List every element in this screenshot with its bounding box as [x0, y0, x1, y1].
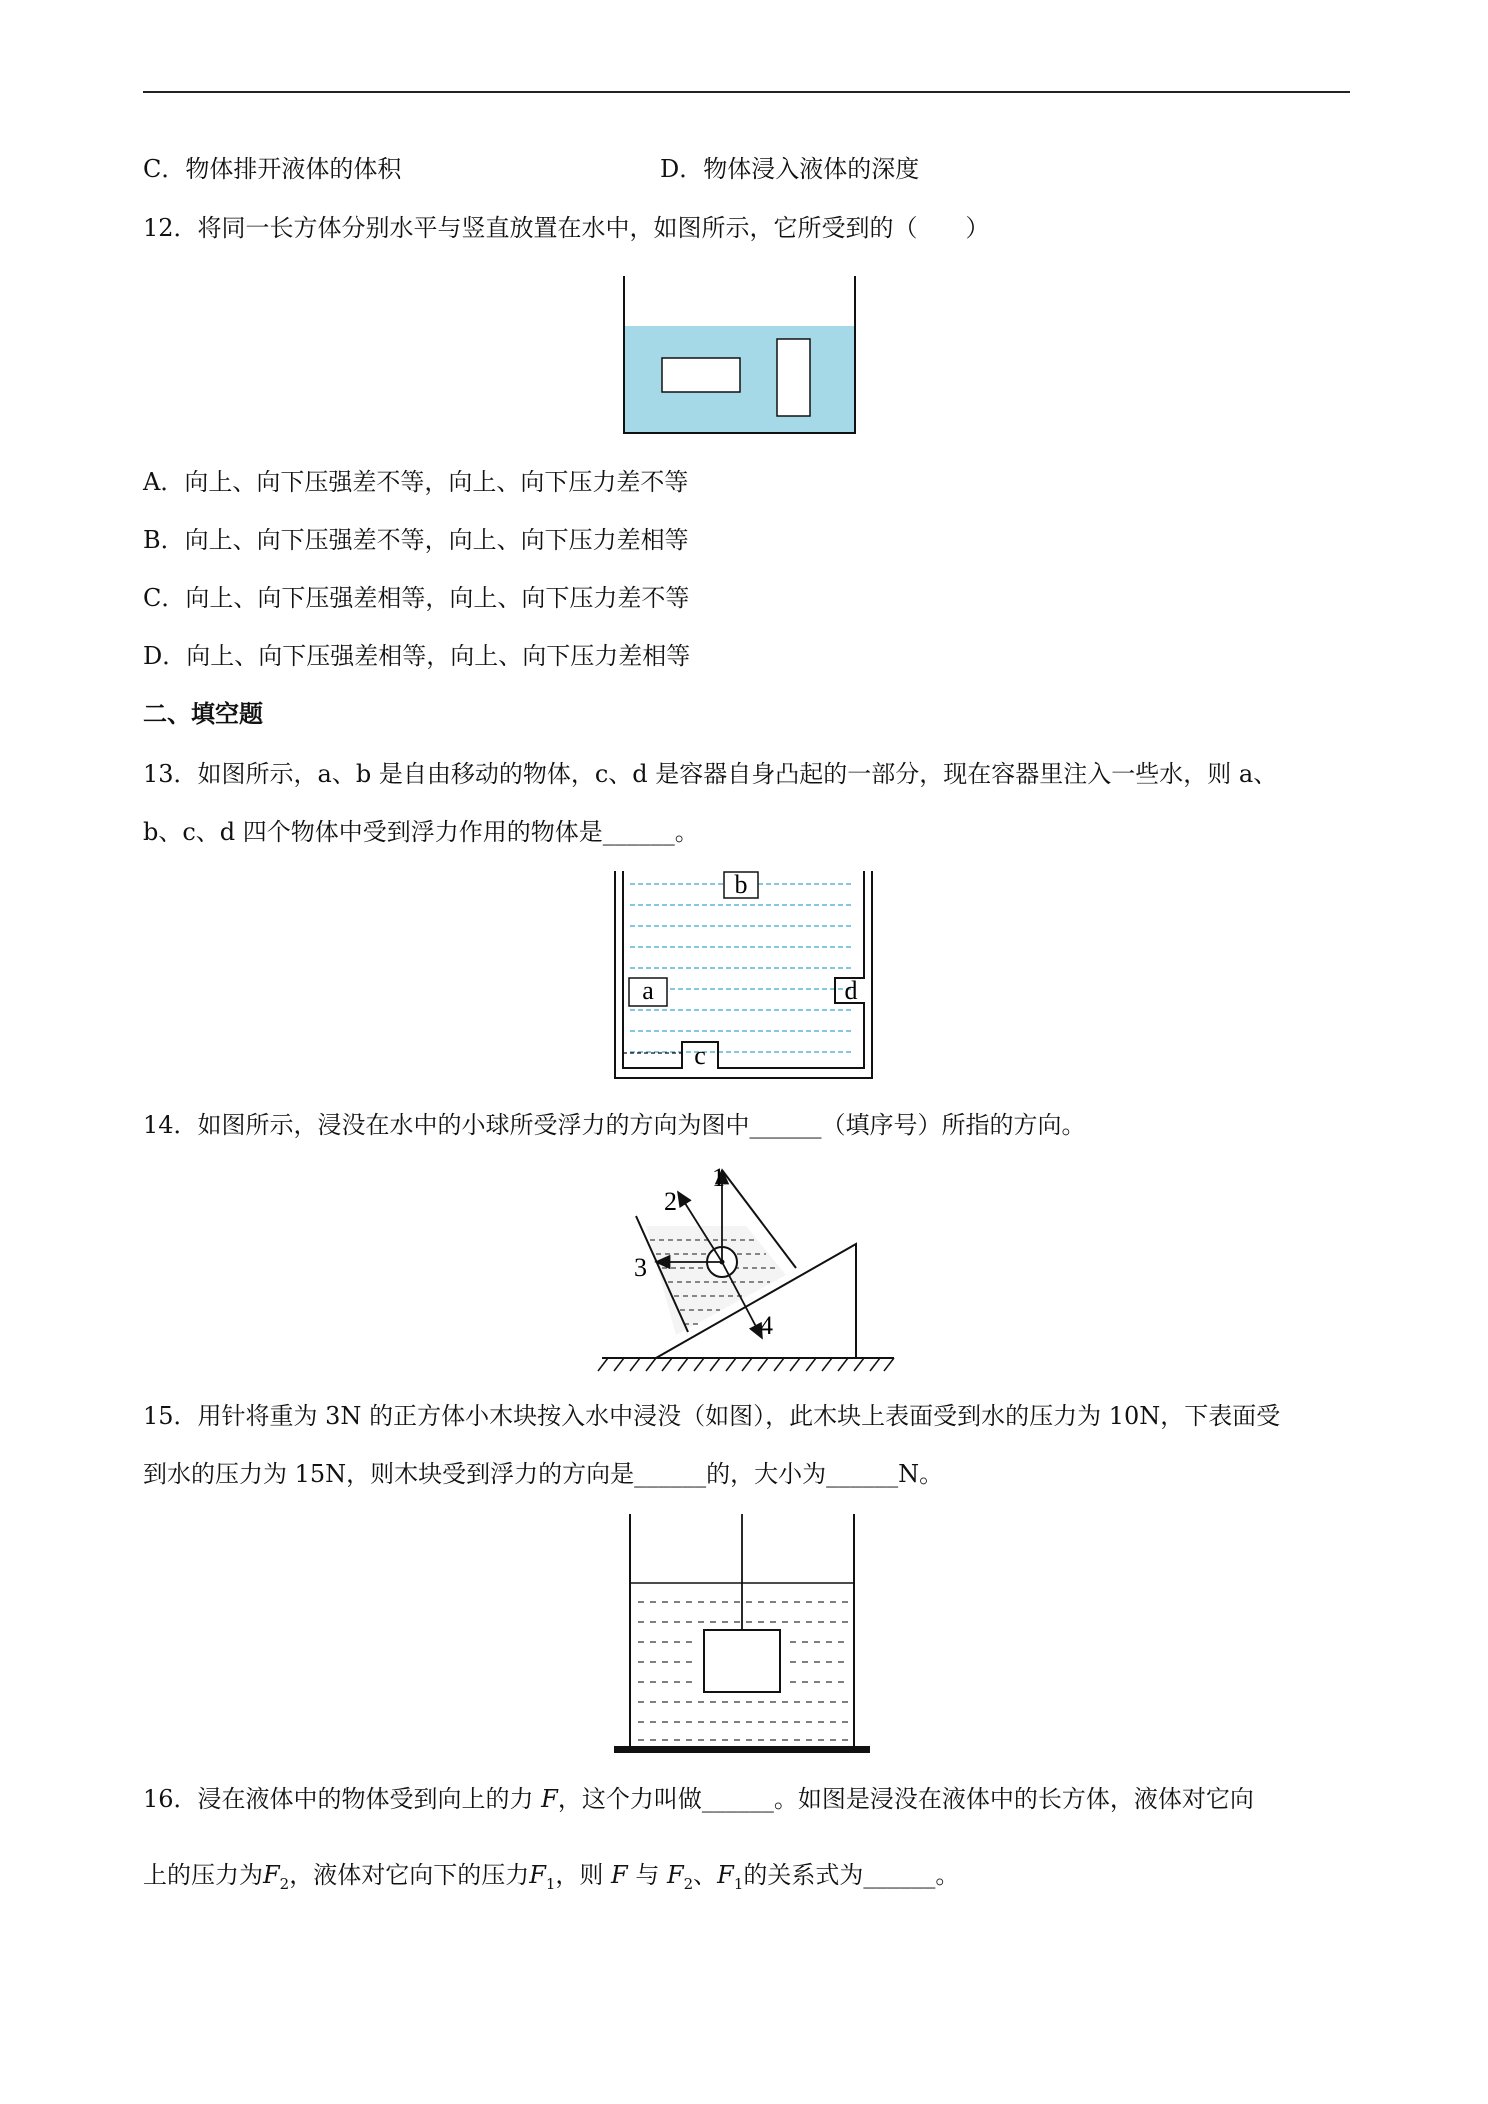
q13-label-d: d	[844, 976, 858, 1005]
q12-stem: 12．将同一长方体分别水平与竖直放置在水中，如图所示，它所受到的（ ）	[143, 214, 990, 242]
q12-option-a: A．向上、向下压强差不等，向上、向下压力差不等	[143, 468, 689, 496]
q13-water-lines	[630, 884, 852, 1052]
q13-label-a: a	[642, 976, 654, 1005]
q12-option-d: D．向上、向下压强差相等，向上、向下压力差相等	[143, 642, 691, 670]
force-F1: F	[529, 1861, 546, 1889]
q11-option-d: D．物体浸入液体的深度	[660, 155, 920, 183]
q14-label-1: 1	[712, 1163, 725, 1192]
q15-figure	[610, 1512, 880, 1760]
q14-label-3: 3	[634, 1253, 647, 1282]
q12-option-b: B．向上、向下压强差不等，向上、向下压力差相等	[143, 526, 689, 554]
q12-option-c: C．向上、向下压强差相等，向上、向下压力差不等	[143, 584, 690, 612]
q15-container-base	[614, 1746, 870, 1753]
q12-horizontal-block	[662, 358, 740, 392]
force-F2: F	[263, 1861, 280, 1889]
q15-line-2: 到水的压力为 15N，则木块受到浮力的方向是______的，大小为______N。	[143, 1460, 944, 1488]
q14-label-2: 2	[664, 1187, 677, 1216]
header-rule	[143, 91, 1350, 93]
q13-label-c: c	[694, 1041, 706, 1070]
q14-stem: 14．如图所示，浸没在水中的小球所受浮力的方向为图中______（填序号）所指的方向。	[143, 1111, 1086, 1139]
q14-label-4: 4	[760, 1311, 773, 1340]
q11-option-c: C．物体排开液体的体积	[143, 155, 402, 183]
q15-line-1: 15．用针将重为 3N 的正方体小木块按入水中浸没（如图），此木块上表面受到水的压力为 10N，下表面受	[143, 1402, 1281, 1430]
q13-figure	[610, 868, 880, 1084]
q13-container-outer	[615, 871, 872, 1078]
section-title-fill-blank: 二、填空题	[143, 700, 263, 728]
q14-ground-hatch	[598, 1358, 894, 1371]
q12-figure	[620, 272, 860, 438]
q16-line-2: 上的压力为$F_2$，液体对它向下的压力$F_1$，则 F 与 $F_2$、$F_1$的关系式为______。	[143, 1861, 960, 1893]
q12-vertical-block	[777, 339, 810, 416]
q15-wood-block	[704, 1630, 780, 1692]
force-F: F	[541, 1785, 558, 1813]
q13-line-2: b、c、d 四个物体中受到浮力作用的物体是______。	[143, 818, 699, 846]
q13-label-b: b	[734, 870, 748, 899]
q13-container-inner	[623, 871, 864, 1068]
q16-line-1: 16．浸在液体中的物体受到向上的力 F，这个力叫做______。如图是浸没在液体中的长方体，液体对它向	[143, 1785, 1254, 1813]
q14-figure	[594, 1158, 904, 1376]
q13-line-1: 13．如图所示，a、b 是自由移动的物体，c、d 是容器自身凸起的一部分，现在容器里注入一些水，则 a、	[143, 760, 1278, 788]
